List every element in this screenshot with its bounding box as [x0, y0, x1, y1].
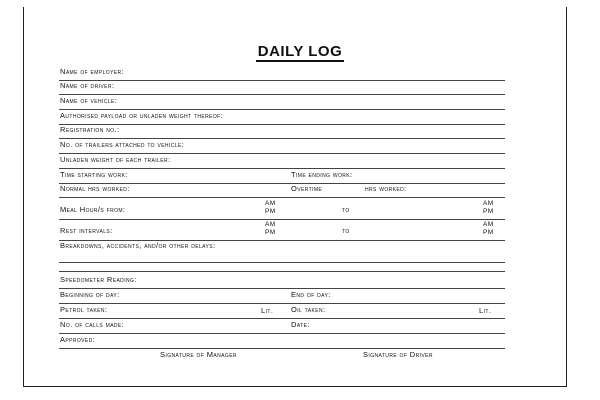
- petrol-label: Petrol taken:: [60, 305, 108, 314]
- meal-row[interactable]: [59, 199, 505, 220]
- approved-field[interactable]: [59, 335, 505, 349]
- trailers-label: No. of trailers attached to vehicle:: [60, 140, 185, 149]
- payload-field[interactable]: [59, 111, 505, 125]
- driver-signature-label: Signature of Driver: [363, 350, 433, 359]
- driver-label: Name of driver:: [60, 81, 115, 90]
- form-title: DAILY LOG: [257, 43, 343, 60]
- vehicle-label: Name of vehicle:: [60, 96, 118, 105]
- registration-field[interactable]: [59, 125, 505, 139]
- payload-label: Authorised payload or unladen weight thereof:: [60, 111, 224, 120]
- calls-row[interactable]: [59, 320, 505, 334]
- oil-label: Oil taken:: [291, 305, 326, 314]
- work-times-row[interactable]: [59, 170, 505, 184]
- normal-hrs-label: Normal hrs worked:: [60, 184, 130, 193]
- speedometer-heading: [59, 275, 505, 289]
- meal-from-ampm: AM PM: [265, 200, 276, 215]
- end-day-label: End of day:: [291, 290, 331, 299]
- overtime-label: Overtime: [291, 184, 323, 193]
- approved-label: Approved:: [60, 335, 96, 344]
- meal-to-ampm: AM PM: [483, 200, 494, 215]
- speedometer-label: Speedometer Reading:: [60, 275, 137, 284]
- time-start-label: Time starting work:: [60, 170, 128, 179]
- hours-row[interactable]: [59, 184, 505, 198]
- fuel-row[interactable]: [59, 305, 505, 319]
- oil-unit: Lit.: [479, 306, 492, 315]
- rest-to-label: to: [342, 226, 350, 235]
- rest-label: Rest intervals:: [60, 226, 113, 235]
- date-label: Date:: [291, 320, 310, 329]
- registration-label: Registration no.:: [60, 125, 120, 134]
- breakdowns-label: Breakdowns, accidents, and/or other delays:: [60, 241, 216, 250]
- rest-from-ampm: AM PM: [265, 221, 276, 236]
- employer-label: Name of employer:: [60, 67, 125, 76]
- time-end-label: Time ending work:: [291, 170, 353, 179]
- breakdowns-extra-line[interactable]: [59, 263, 505, 272]
- trailer-weight-field[interactable]: [59, 155, 505, 169]
- beginning-label: Beginning of day:: [60, 290, 120, 299]
- trailers-field[interactable]: [59, 140, 505, 154]
- meal-to-label: to: [342, 205, 350, 214]
- employer-field[interactable]: [59, 67, 505, 81]
- manager-signature-label: Signature of Manager: [160, 350, 237, 359]
- meal-label: Meal Hour/s from:: [60, 205, 126, 214]
- rest-to-ampm: AM PM: [483, 221, 494, 236]
- driver-field[interactable]: [59, 81, 505, 95]
- overtime-hrs-label: hrs worked:: [365, 184, 407, 193]
- vehicle-field[interactable]: [59, 96, 505, 110]
- odometer-row[interactable]: [59, 290, 505, 304]
- calls-label: No. of calls made:: [60, 320, 125, 329]
- petrol-unit: Lit.: [261, 306, 274, 315]
- rest-row[interactable]: [59, 220, 505, 241]
- breakdowns-field[interactable]: [59, 241, 505, 263]
- trailer-weight-label: Unladen weight of each trailer:: [60, 155, 171, 164]
